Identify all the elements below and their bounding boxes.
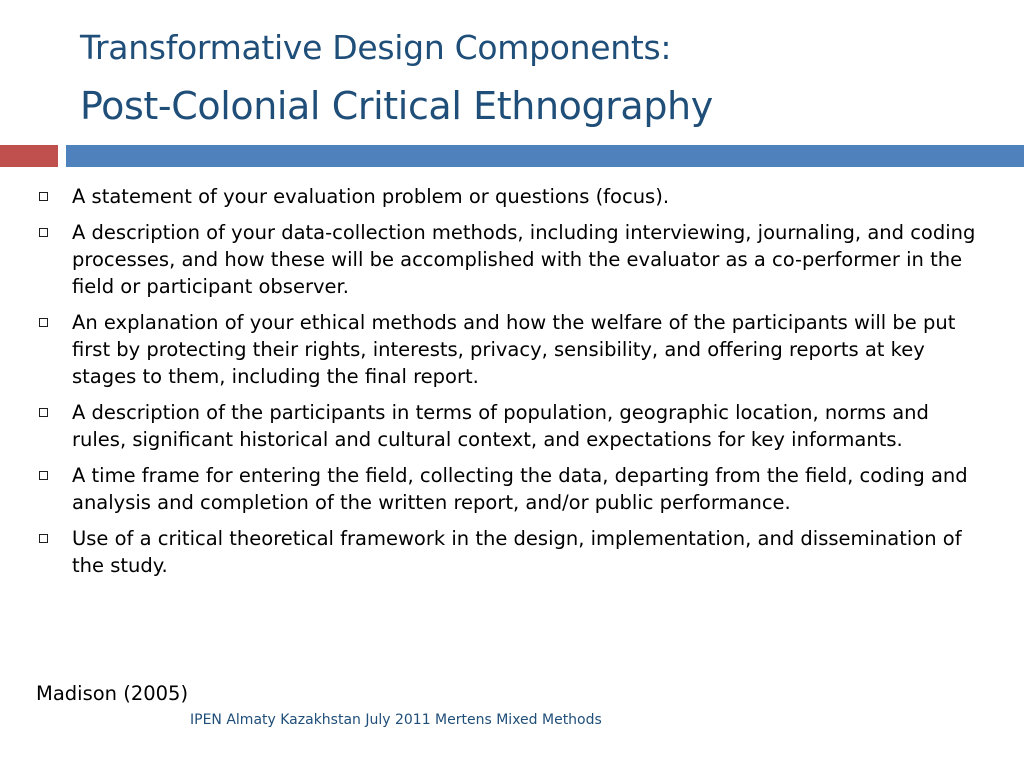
square-bullet-icon (39, 228, 48, 237)
bullet-list (36, 183, 976, 588)
bullet-item (36, 525, 976, 579)
bullet-item (36, 399, 976, 453)
bullet-text: A description of the participants in terms of population, geographic location, norms and rules, significant historical and cultural context, and expectations for key informants. (72, 401, 929, 451)
bullet-item (36, 309, 976, 390)
slide-title-line-2: Post-Colonial Critical Ethnography (80, 84, 713, 128)
bullet-item (36, 183, 976, 210)
square-bullet-icon (39, 318, 48, 327)
accent-bar-red (0, 145, 58, 167)
citation: Madison (2005) (36, 682, 189, 705)
accent-bar-blue (66, 145, 1024, 167)
square-bullet-icon (39, 192, 48, 201)
bullet-text: An explanation of your ethical methods and how the welfare of the participants will be put first by protecting their rights, interests, privacy, sensibility, and offering reports at key stages to them, including the final report. (72, 311, 956, 388)
bullet-item (36, 462, 976, 516)
square-bullet-icon (39, 408, 48, 417)
bullet-text: A description of your data-collection methods, including interviewing, journaling, and coding processes, and how these will be accomplished with the evaluator as a co-performer in the field or participant observer. (72, 221, 976, 298)
bullet-text: A statement of your evaluation problem or questions (focus). (72, 185, 670, 208)
bullet-text: A time frame for entering the field, collecting the data, departing from the field, coding and analysis and completion of the written report, and/or public performance. (72, 464, 968, 514)
square-bullet-icon (39, 534, 48, 543)
slide-footer: IPEN Almaty Kazakhstan July 2011 Mertens Mixed Methods (190, 712, 602, 728)
bullet-text: Use of a critical theoretical framework in the design, implementation, and dissemination of the study. (72, 527, 962, 577)
slide-title-line-1: Transformative Design Components: (80, 28, 672, 67)
square-bullet-icon (39, 471, 48, 480)
bullet-item (36, 219, 976, 300)
